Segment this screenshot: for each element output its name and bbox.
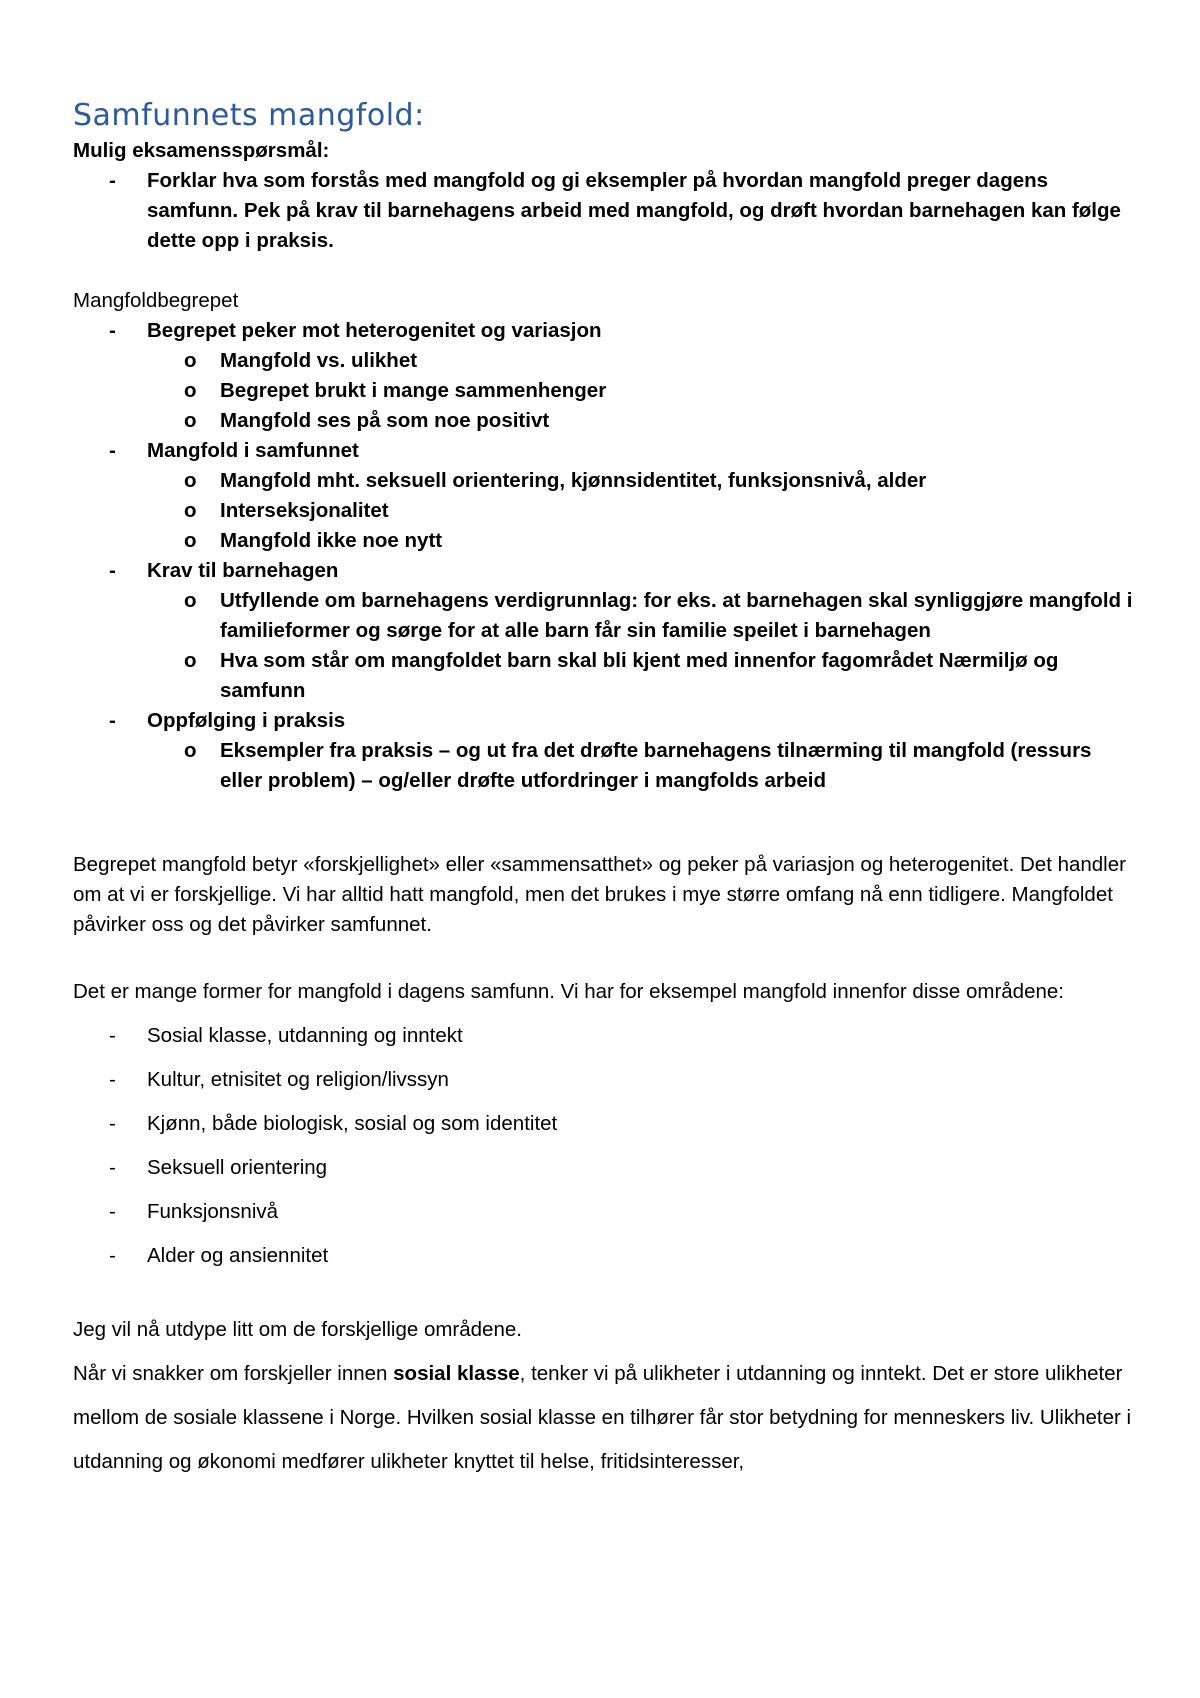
outline-item-label: Krav til barnehagen bbox=[147, 559, 339, 582]
dash-bullet: - bbox=[109, 439, 116, 462]
outline-subitem bbox=[73, 526, 1133, 556]
area-item-text: Kjønn, både biologisk, sosial og som identitet bbox=[147, 1112, 558, 1135]
circle-bullet: o bbox=[184, 589, 197, 612]
page-title: Samfunnets mangfold: bbox=[73, 98, 425, 133]
areas-list bbox=[73, 1014, 1133, 1278]
area-item-text: Sosial klasse, utdanning og inntekt bbox=[147, 1024, 463, 1047]
paragraph-social-class bbox=[73, 1352, 1133, 1484]
outline-subitem bbox=[73, 586, 1133, 646]
area-item bbox=[73, 1058, 1133, 1102]
outline-item-label: Oppfølging i praksis bbox=[147, 709, 346, 732]
circle-bullet: o bbox=[184, 499, 197, 522]
outline-subitem-text: Eksempler fra praksis – og ut fra det drøfte barnehagens tilnærming til mangfold (ressurs eller problem) – og/eller drøfte utfordringer i mangfolds arbeid bbox=[220, 739, 1092, 792]
exam-question-list bbox=[73, 166, 1133, 256]
outline-subitem bbox=[73, 736, 1133, 796]
outline-subitem bbox=[73, 376, 1133, 406]
area-item bbox=[73, 1234, 1133, 1278]
circle-bullet: o bbox=[184, 739, 197, 762]
paragraph-forms: Det er mange former for mangfold i dagens samfunn. Vi har for eksempel mangfold innenfor disse områdene: bbox=[73, 980, 1064, 1003]
outline-subitem bbox=[73, 406, 1133, 436]
outline-subitem-text: Utfyllende om barnehagens verdigrunnlag: for eks. at barnehagen skal synliggjøre mangfold i familieformer og sørge for at alle barn får sin familie speilet i barnehagen bbox=[220, 589, 1133, 642]
paragraph-intro-areas: Jeg vil nå utdype litt om de forskjellige områdene. bbox=[73, 1318, 522, 1341]
dash-bullet: - bbox=[109, 1112, 116, 1135]
circle-bullet: o bbox=[184, 379, 197, 402]
outline-subitem-text: Begrepet brukt i mange sammenhenger bbox=[220, 379, 607, 402]
outline-list bbox=[73, 316, 1133, 796]
outline-item bbox=[73, 436, 1133, 466]
outline-subitem-text: Mangfold mht. seksuell orientering, kjønnsidentitet, funksjonsnivå, alder bbox=[220, 469, 927, 492]
outline-subitem-text: Mangfold ikke noe nytt bbox=[220, 529, 443, 552]
area-item-text: Seksuell orientering bbox=[147, 1156, 328, 1179]
outline-item bbox=[73, 316, 1133, 346]
exam-question bbox=[73, 166, 1133, 256]
paragraph-social-class-start: Når vi snakker om forskjeller innen bbox=[73, 1362, 394, 1385]
circle-bullet: o bbox=[184, 649, 197, 672]
outline-subitem bbox=[73, 646, 1133, 706]
circle-bullet: o bbox=[184, 529, 197, 552]
area-item-text: Alder og ansiennitet bbox=[147, 1244, 329, 1267]
paragraph-social-class-rest: , tenker vi på ulikheter i utdanning og inntekt. Det er store ulikheter mellom de sosiale klassene i Norge. Hvilken sosial klasse en tilhører får stor betydning for menneskers liv. Ulikheter i utdanning og økonomi medfører ulikheter knyttet til helse, fritidsinteresser, bbox=[73, 1362, 1132, 1473]
dash-bullet: - bbox=[109, 1200, 116, 1223]
exam-label: Mulig eksamensspørsmål: bbox=[73, 139, 330, 162]
outline-item bbox=[73, 556, 1133, 586]
dash-bullet: - bbox=[109, 559, 116, 582]
area-item-text: Funksjonsnivå bbox=[147, 1200, 279, 1223]
outline-subitem-text: Hva som står om mangfoldet barn skal bli kjent med innenfor fagområdet Nærmiljø og samfunn bbox=[220, 649, 1059, 702]
area-item bbox=[73, 1190, 1133, 1234]
area-item bbox=[73, 1146, 1133, 1190]
outline-subitem bbox=[73, 466, 1133, 496]
outline-item bbox=[73, 706, 1133, 736]
outline-subitem-text: Mangfold vs. ulikhet bbox=[220, 349, 418, 372]
exam-question-text: Forklar hva som forstås med mangfold og gi eksempler på hvordan mangfold preger dagens samfunn. Pek på krav til barnehagens arbeid med mangfold, og drøft hvordan barnehagen kan følge dette opp i praksis. bbox=[147, 169, 1121, 252]
outline-item-label: Mangfold i samfunnet bbox=[147, 439, 359, 462]
outline-item-label: Begrepet peker mot heterogenitet og variasjon bbox=[147, 319, 602, 342]
document-content bbox=[73, 96, 1133, 1484]
dash-bullet: - bbox=[109, 1024, 116, 1047]
outline-subitem bbox=[73, 346, 1133, 376]
paragraph-social-class-emphasis: sosial klasse bbox=[393, 1362, 520, 1385]
area-item-text: Kultur, etnisitet og religion/livssyn bbox=[147, 1068, 449, 1091]
dash-bullet: - bbox=[109, 709, 116, 732]
circle-bullet: o bbox=[184, 349, 197, 372]
dash-bullet: - bbox=[109, 1156, 116, 1179]
dash-bullet: - bbox=[109, 319, 116, 342]
dash-bullet: - bbox=[109, 1068, 116, 1091]
outline-heading: Mangfoldbegrepet bbox=[73, 289, 239, 312]
outline-subitem-text: Mangfold ses på som noe positivt bbox=[220, 409, 550, 432]
area-item bbox=[73, 1014, 1133, 1058]
circle-bullet: o bbox=[184, 409, 197, 432]
outline-subitem bbox=[73, 496, 1133, 526]
area-item bbox=[73, 1102, 1133, 1146]
circle-bullet: o bbox=[184, 469, 197, 492]
dash-bullet: - bbox=[109, 1244, 116, 1267]
outline-subitem-text: Interseksjonalitet bbox=[220, 499, 389, 522]
dash-bullet: - bbox=[109, 169, 116, 192]
paragraph-definition: Begrepet mangfold betyr «forskjellighet» eller «sammensatthet» og peker på variasjon og heterogenitet. Det handler om at vi er forskjellige. Vi har alltid hatt mangfold, men det brukes i mye større omfang nå enn tidligere. Mangfoldet påvirker oss og det påvirker samfunnet. bbox=[73, 853, 1126, 936]
